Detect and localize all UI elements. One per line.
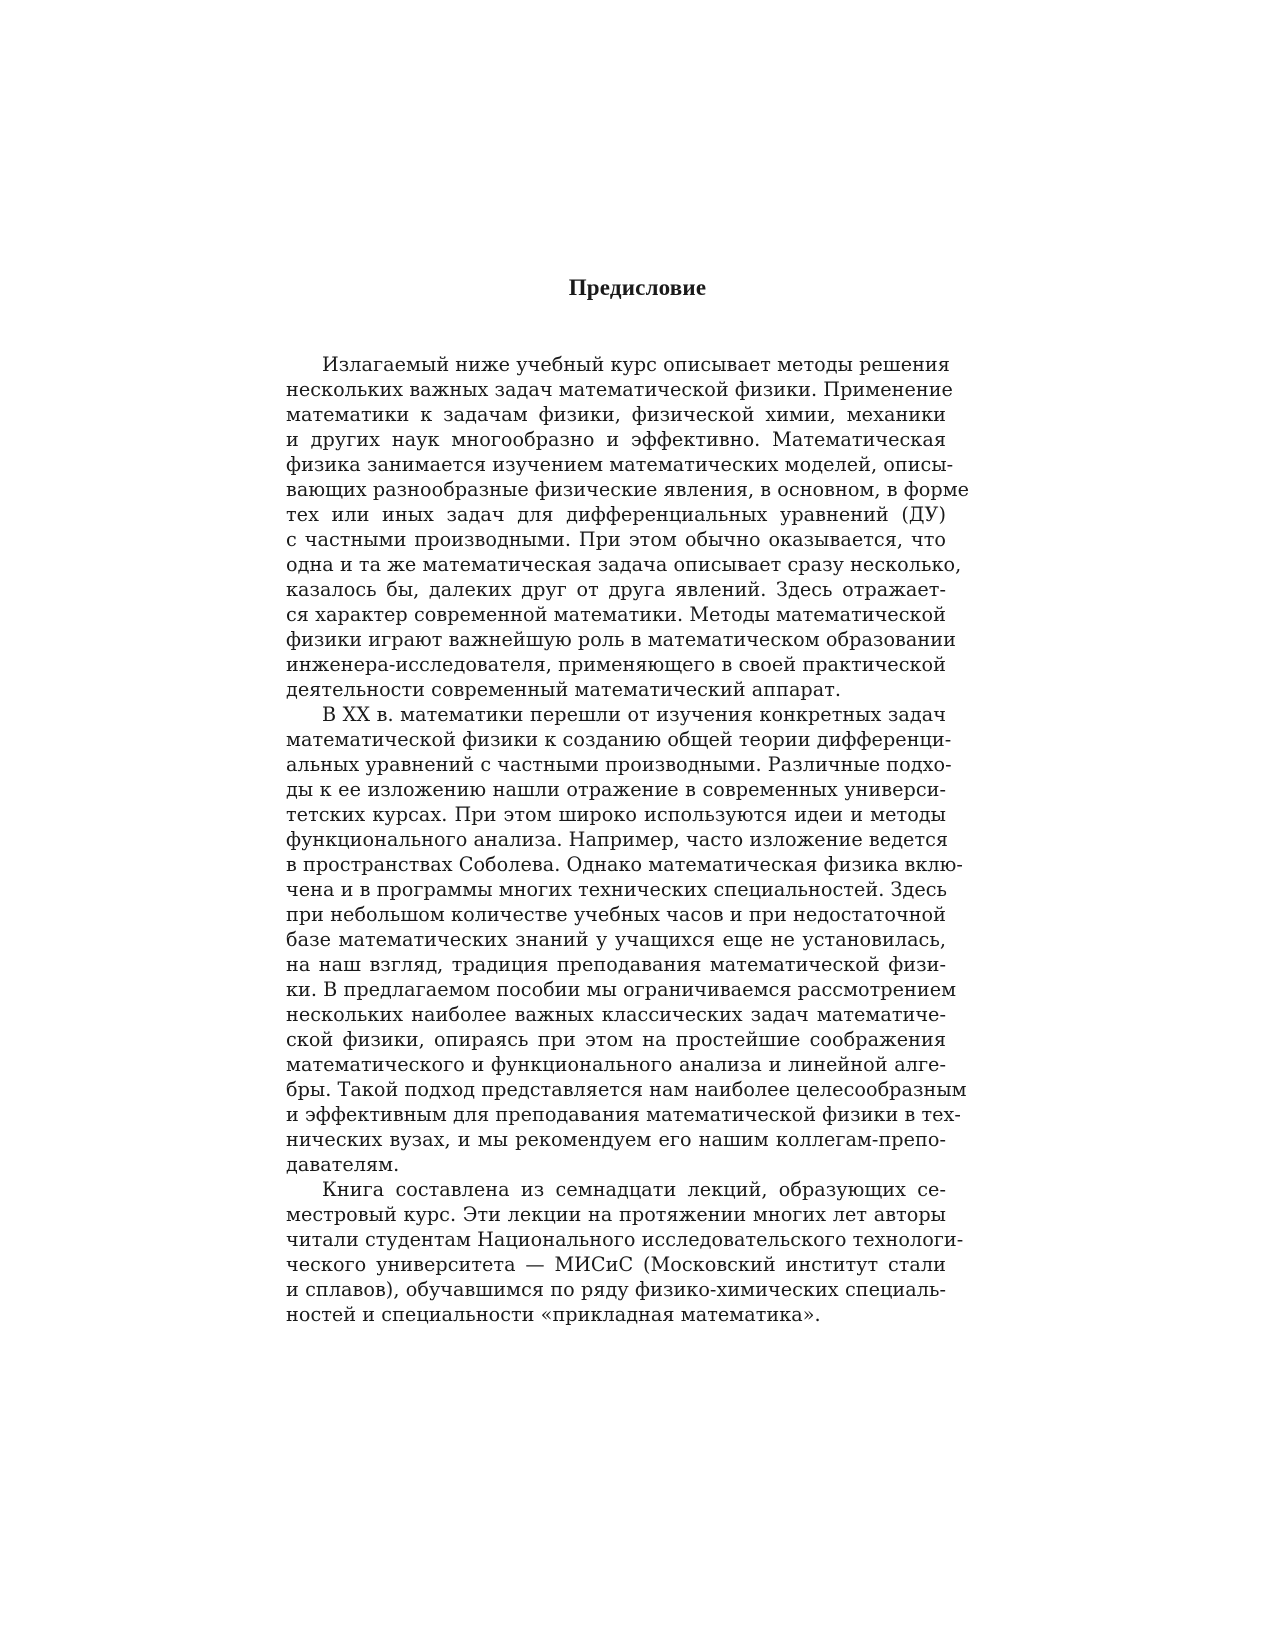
text-line: на наш взгляд, традиция преподавания математической физи-: [286, 953, 946, 976]
text-line: альных уравнений с частными производными. Различные подхо-: [286, 753, 952, 776]
text-line: ностей и специальности «прикладная математика».: [286, 1303, 821, 1326]
text-line: и других наук многообразно и эффективно. Математическая: [286, 428, 946, 451]
text-line: нескольких наиболее важных классических задач математиче-: [286, 1003, 946, 1026]
text-line: тех или иных задач для дифференциальных уравнений (ДУ): [286, 503, 946, 526]
text-line: ся характер современной математики. Методы математической: [286, 603, 946, 626]
text-line: деятельности современный математический аппарат.: [286, 678, 842, 701]
text-line: физика занимается изучением математических моделей, описы-: [286, 453, 954, 476]
text-line: нических вузах, и мы рекомендуем его нашим коллегам-препо-: [286, 1128, 946, 1151]
text-line: математики к задачам физики, физической химии, механики: [286, 403, 946, 426]
text-line: и эффективным для преподавания математической физики в тех-: [286, 1103, 961, 1126]
preface-text: [286, 352, 970, 1327]
text-line: читали студентам Национального исследовательского технологи-: [286, 1228, 964, 1251]
text-line: бры. Такой подход представляется нам наиболее целесообразным: [286, 1078, 967, 1101]
text-line: казалось бы, далеких друг от друга явлений. Здесь отражает-: [286, 578, 946, 601]
text-line: Излагаемый ниже учебный курс описывает методы решения: [322, 353, 950, 376]
text-line: одна и та же математическая задача описывает сразу несколько,: [286, 553, 962, 576]
text-line: ческого университета — МИСиС (Московский институт стали: [286, 1253, 946, 1276]
text-line: нескольких важных задач математической физики. Применение: [286, 378, 953, 401]
text-line: с частными производными. При этом обычно оказывается, что: [286, 528, 946, 551]
text-line: и сплавов), обучавшимся по ряду физико-химических специаль-: [286, 1278, 946, 1301]
page-title: Предисловие: [568, 275, 707, 300]
text-line: базе математических знаний у учащихся еще не установилась,: [286, 928, 946, 951]
text-line: в пространствах Соболева. Однако математическая физика вклю-: [286, 853, 963, 876]
text-line: Книга составлена из семнадцати лекций, образующих се-: [322, 1178, 946, 1201]
text-line: функционального анализа. Например, часто изложение ведется: [286, 828, 949, 851]
text-line: чена и в программы многих технических специальностей. Здесь: [286, 878, 948, 901]
text-line: инженера-исследователя, применяющего в своей практической: [286, 653, 946, 676]
text-line: физики играют важнейшую роль в математическом образовании: [286, 628, 956, 651]
text-line: давателям.: [286, 1153, 400, 1176]
text-line: математической физики к созданию общей теории дифференци-: [286, 728, 952, 751]
text-line: местровый курс. Эти лекции на протяжении многих лет авторы: [286, 1203, 946, 1226]
text-line: вающих разнообразные физические явления, в основном, в форме: [286, 478, 970, 501]
text-line: ды к ее изложению нашли отражение в современных универси-: [286, 778, 946, 801]
text-line: при небольшом количестве учебных часов и при недостаточной: [286, 903, 946, 926]
text-line: ской физики, опираясь при этом на простейшие соображения: [286, 1028, 946, 1051]
text-line: математического и функционального анализа и линейной алге-: [286, 1053, 946, 1076]
text-line: В XX в. математики перешли от изучения конкретных задач: [322, 703, 946, 726]
text-line: ки. В предлагаемом пособии мы ограничиваемся рассмотрением: [286, 978, 957, 1001]
text-line: тетских курсах. При этом широко используются идеи и методы: [286, 803, 946, 826]
